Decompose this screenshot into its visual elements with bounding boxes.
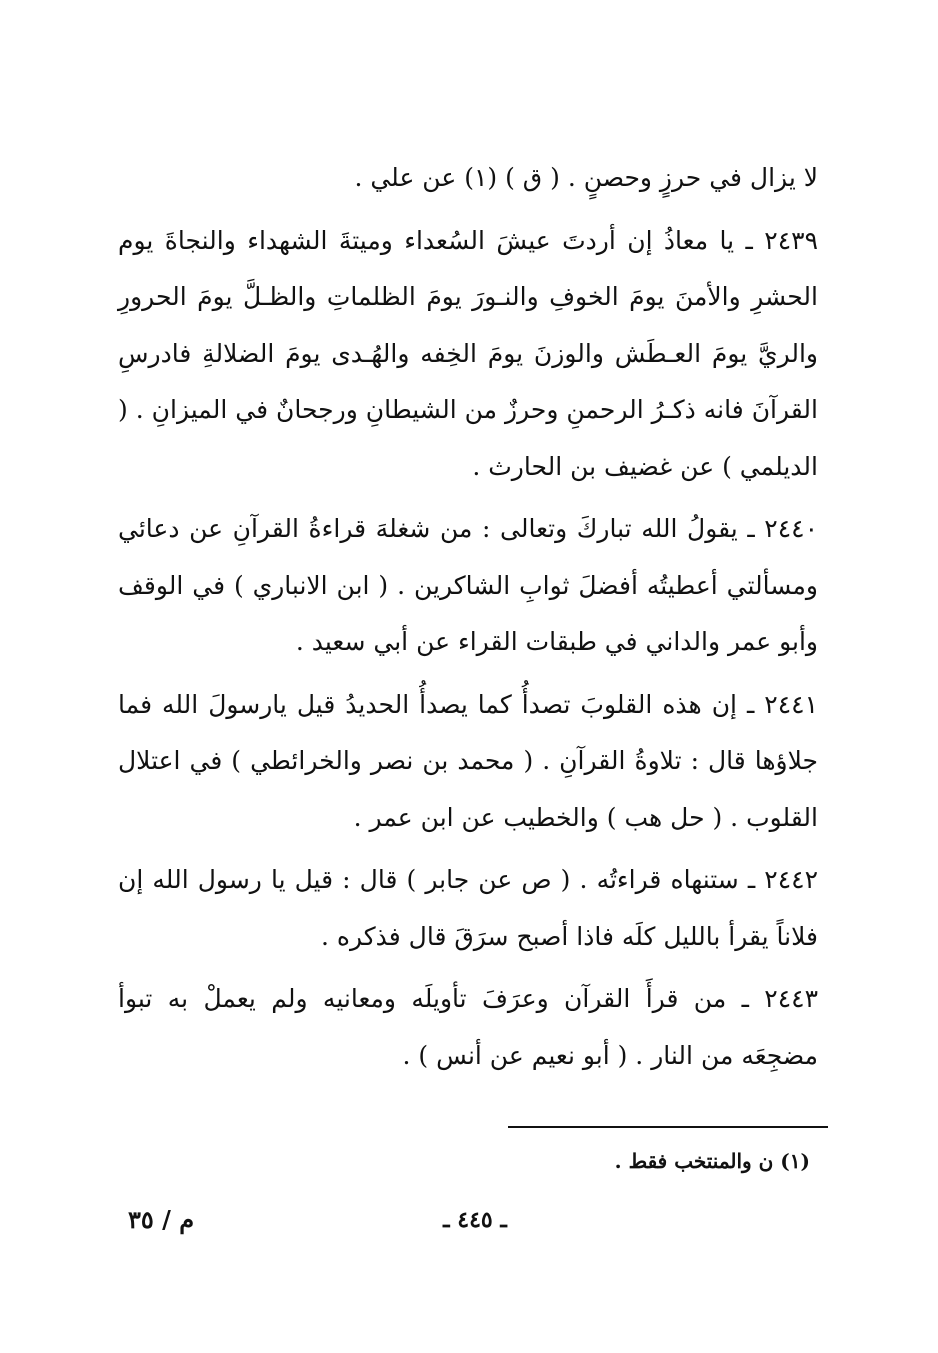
hadith-2441: ٢٤٤١ ـ إن هذه القلوبَ تصدأُ كما يصدأُ الحديدُ قيل يارسولَ الله فما جلاؤها قال : تلاوةُ القرآنِ . ( محمد بن نصر والخرائطي ) في اعتلال القلوب . ( حل هب ) والخطيب عن ابن عمر . (118, 689, 818, 832)
footnote: (١) ن والمنتخب فقط . (614, 1149, 810, 1173)
page-number: ـ ٤٤٥ ـ (443, 1207, 507, 1233)
main-text (118, 150, 818, 1090)
hadith-2442: ٢٤٤٢ ـ ستنهاه قراءتُه . ( ص عن جابر ) قال : قيل يا رسول الله إن فلاناً يقرأ بالليل كلَه فاذا أصبح سرَقَ قال فذكره . (118, 865, 818, 951)
hadith-2443: ٢٤٤٣ ـ من قرأَ القرآن وعرَفَ تأويلَه ومعانيه ولم يعملْ به تبوأ مضجِعَه من النار . ( أبو نعيم عن أنس ) . (118, 984, 818, 1070)
paragraph-continuation: لا يزال في حرزٍ وحصنٍ . ( ق ) (١) عن علي . (354, 163, 818, 192)
hadith-2439: ٢٤٣٩ ـ يا معاذُ إن أردتَ عيشَ السُعداء وميتةَ الشهداء والنجاةَ يوم الحشرِ والأمنَ يومَ الخوفِ والنـورَ يومَ الظلماتِ والظـلَّ يومَ الحرورِ والريَّ يومَ العـطَش والوزنَ يومَ الخِفه والهُـدى يومَ الضلالةِ فادرسِ القرآنَ فانه ذكـرُ الرحمنِ وحرزٌ من الشيطانِ ورجحانٌ في الميزانِ . ( الديلمي ) عن غضيف بن الحارث . (118, 225, 818, 481)
footnote-separator (508, 1126, 828, 1128)
printer-signature: م / ٣٥ (128, 1205, 195, 1234)
hadith-2440: ٢٤٤٠ ـ يقولُ الله تباركَ وتعالى : من شغلهَ قراءةُ القرآنِ عن دعائي ومسألتي أعطيتُه أفضلَ ثوابِ الشاكرين . ( ابن الانباري ) في الوقف وأبو عمر والداني في طبقات القراء عن أبي سعيد . (118, 514, 818, 656)
